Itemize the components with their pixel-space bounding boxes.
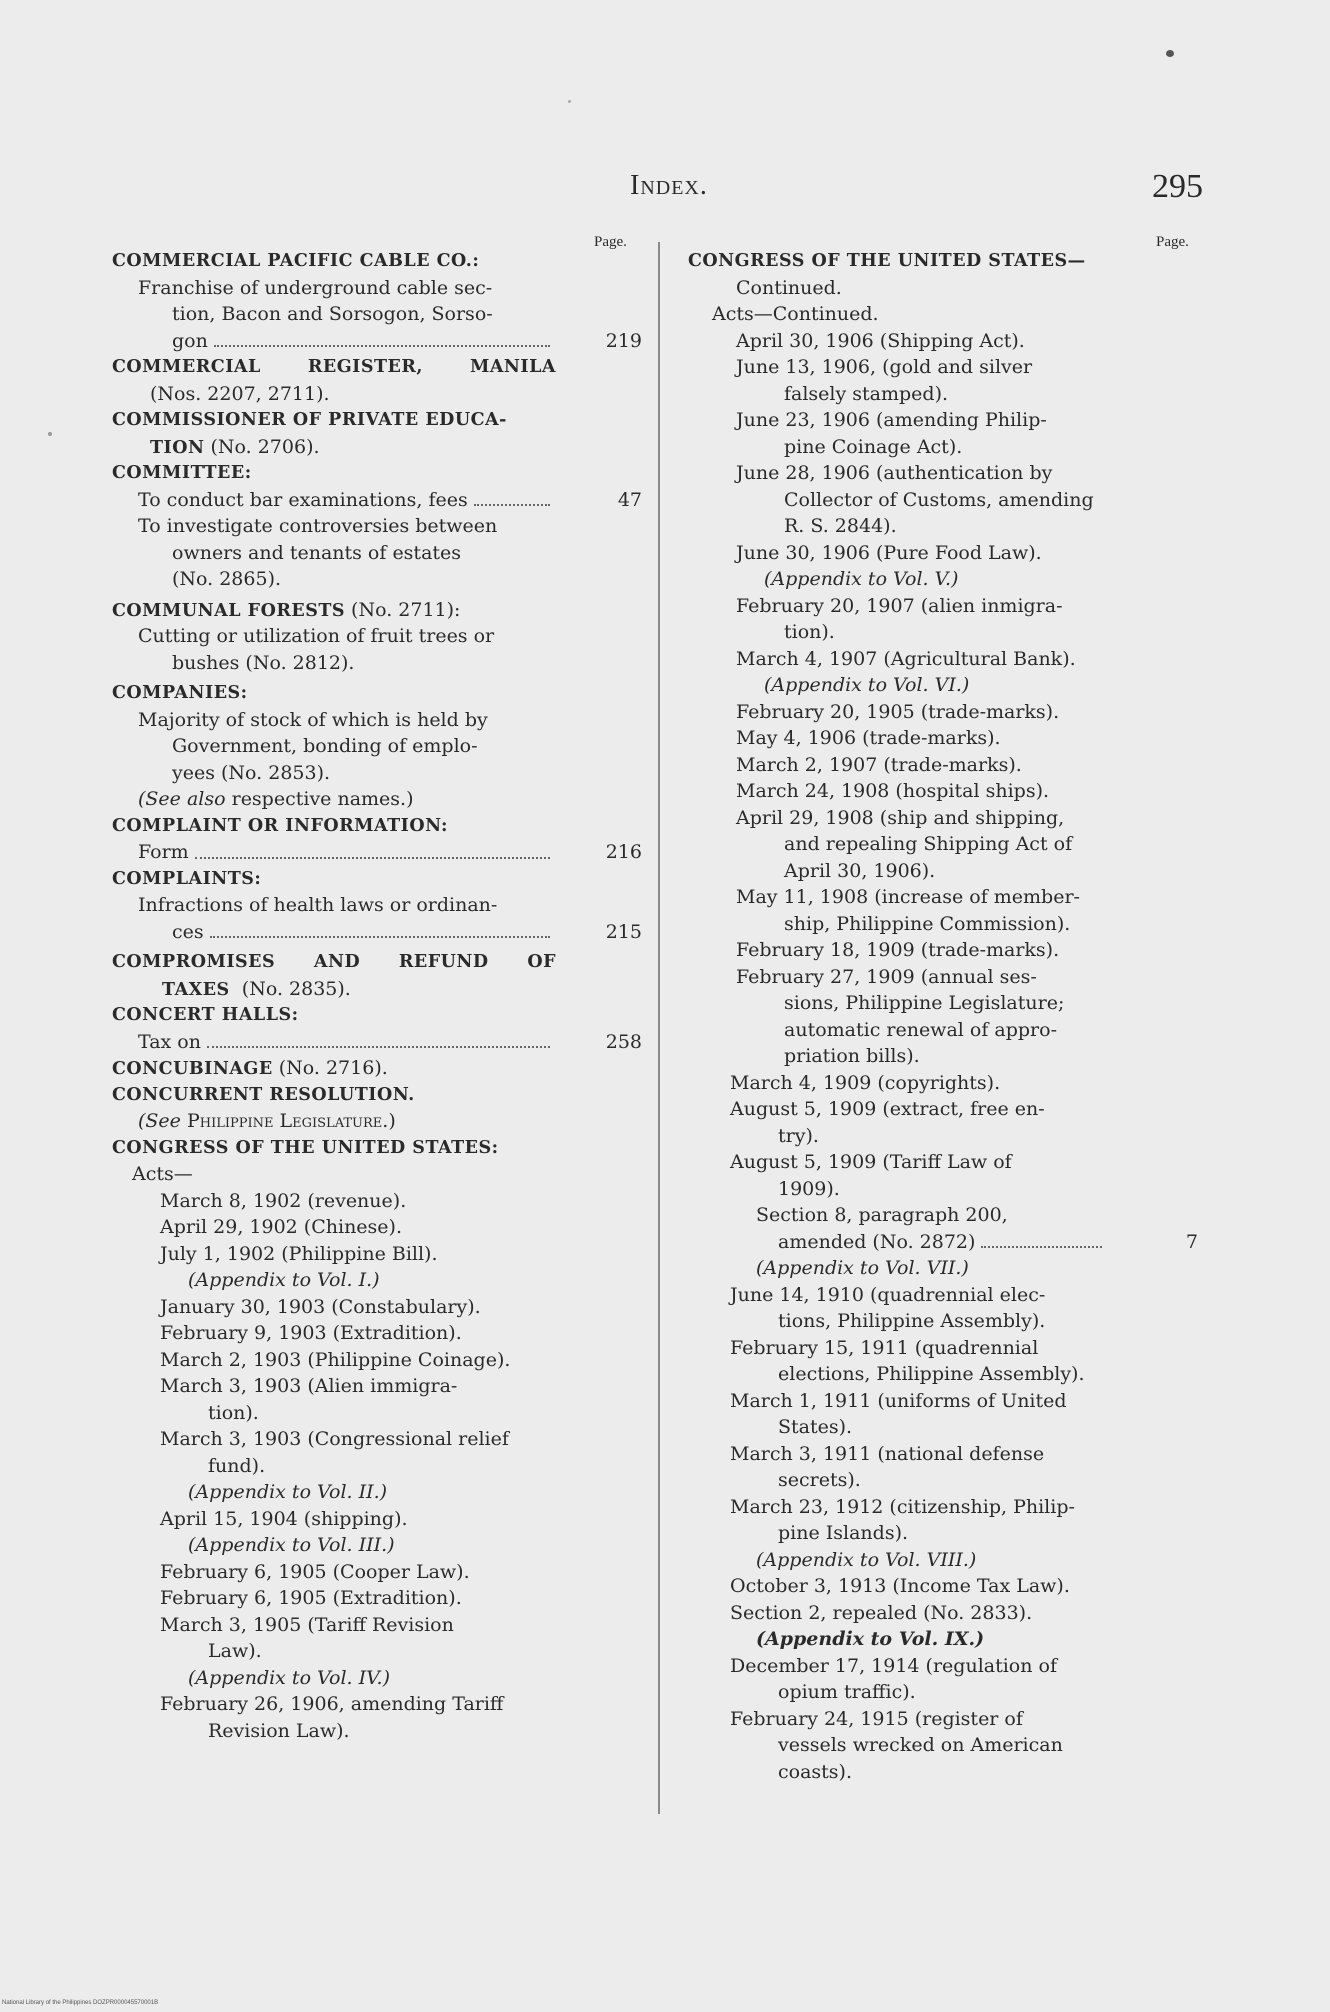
index-entry: yees (No. 2853).: [172, 761, 331, 784]
index-entry: February 15, 1911 (quadrennial: [730, 1336, 1039, 1359]
index-entry: Majority of stock of which is held by: [138, 708, 488, 731]
index-entry: August 5, 1909 (extract, free en-: [730, 1098, 1045, 1120]
index-heading: CONCURRENT RESOLUTION.: [112, 1084, 415, 1105]
index-entry: June 13, 1906, (gold and silver: [736, 356, 1033, 378]
entry-text: (No. 2711):: [351, 598, 461, 621]
heading-word: TAXES: [162, 979, 230, 1000]
appendix-note: (Appendix to Vol. VI.): [764, 674, 970, 696]
index-heading: COMPLAINTS:: [112, 868, 262, 889]
index-entry: [112, 839, 642, 866]
leader-dots: [214, 345, 550, 347]
index-entry: February 6, 1905 (Cooper Law).: [160, 1560, 470, 1583]
index-heading: CONGRESS OF THE UNITED STATES:: [112, 1137, 499, 1158]
index-entry: Acts—: [132, 1163, 193, 1185]
heading-word: REFUND: [398, 952, 489, 972]
index-entry: Continued.: [736, 276, 842, 299]
index-heading: [112, 976, 572, 1003]
index-entry: States).: [778, 1416, 853, 1438]
index-entry: April 29, 1902 (Chinese).: [160, 1216, 402, 1238]
index-heading: CONGRESS OF THE UNITED STATES—: [688, 251, 1086, 271]
index-entry: December 17, 1914 (regulation of: [730, 1654, 1057, 1677]
heading-word: REGISTER,: [307, 357, 423, 377]
index-entry: Collector of Customs, amending: [784, 488, 1094, 511]
index-entry: To investigate controversies between: [138, 515, 498, 537]
index-entry: May 4, 1906 (trade-marks).: [736, 727, 1001, 749]
appendix-note: (Appendix to Vol. II.): [188, 1481, 388, 1503]
leader-dots: [474, 504, 550, 506]
index-entry: coasts).: [778, 1760, 852, 1783]
index-entry: March 4, 1909 (copyrights).: [730, 1071, 1001, 1094]
index-entry: pine Islands).: [778, 1522, 909, 1544]
entry-text: amended (No. 2872): [778, 1230, 976, 1253]
see-also-note: [112, 786, 572, 813]
index-entry: automatic renewal of appro-: [784, 1018, 1057, 1041]
heading-word: OF: [527, 952, 556, 972]
index-entry: March 23, 1912 (citizenship, Philip-: [730, 1495, 1075, 1518]
index-entry: Government, bonding of emplo-: [172, 735, 478, 757]
index-entry: March 3, 1903 (Alien immigra-: [160, 1375, 458, 1397]
entry-text: (See: [138, 1110, 181, 1132]
entry-text: Form: [138, 841, 189, 863]
index-entry: [688, 1229, 1198, 1256]
index-entry: June 30, 1906 (Pure Food Law).: [736, 541, 1042, 564]
scan-speck: [568, 100, 571, 103]
index-entry: February 20, 1905 (trade-marks).: [736, 700, 1060, 723]
appendix-note: (Appendix to Vol. VII.): [756, 1257, 969, 1279]
index-entry: February 26, 1906, amending Tariff: [160, 1693, 504, 1715]
index-entry: Acts—Continued.: [712, 303, 879, 325]
index-heading: [112, 434, 572, 461]
index-entry: R. S. 2844).: [784, 515, 897, 537]
appendix-note: (Appendix to Vol. IX.): [756, 1628, 985, 1650]
index-entry: [112, 1029, 642, 1056]
appendix-note: (Appendix to Vol. I.): [188, 1269, 380, 1291]
heading-word: MANILA: [469, 357, 556, 377]
index-entry: tion, Bacon and Sorsogon, Sorso-: [172, 303, 493, 325]
see-also-note: [112, 1108, 572, 1135]
column-divider: [658, 242, 660, 1814]
index-column-right: [688, 248, 1198, 1785]
entry-text: (No. 2716).: [278, 1057, 388, 1079]
running-title: Index.: [630, 170, 708, 201]
heading-word: AND: [313, 952, 361, 972]
index-entry: March 1, 1911 (uniforms of United: [730, 1389, 1067, 1412]
page-ref: 219: [605, 329, 642, 352]
index-entry: [112, 487, 642, 514]
heading-word: COMPROMISES: [112, 952, 276, 972]
entry-text: To conduct bar examinations, fees: [138, 488, 468, 511]
index-entry: tion).: [784, 621, 835, 643]
index-entry: March 3, 1911 (national defense: [730, 1442, 1045, 1465]
index-entry: fund).: [208, 1454, 266, 1477]
index-heading: COMPLAINT OR INFORMATION:: [112, 815, 448, 836]
scan-credit: National Library of the Philippines DOZPR000045570001B: [2, 2000, 159, 2006]
index-entry: February 20, 1907 (alien inmigra-: [736, 594, 1063, 617]
heading-word: COMMUNAL FORESTS: [112, 600, 345, 621]
appendix-note: (Appendix to Vol. V.): [764, 568, 959, 590]
index-entry: secrets).: [778, 1469, 861, 1491]
index-entry: Infractions of health laws or ordinan-: [138, 894, 498, 916]
index-heading: COMMISSIONER OF PRIVATE EDUCA-: [112, 410, 507, 430]
index-heading: COMMITTEE:: [112, 463, 252, 483]
index-entry: February 6, 1905 (Extradition).: [160, 1587, 462, 1609]
page-ref: 258: [605, 1030, 642, 1053]
appendix-note: (Appendix to Vol. IV.): [188, 1666, 390, 1689]
page-number: 295: [1152, 168, 1203, 205]
index-entry: [112, 919, 642, 946]
index-entry: (Nos. 2207, 2711).: [150, 382, 330, 405]
leader-dots: [207, 1046, 550, 1048]
index-entry: March 8, 1902 (revenue).: [160, 1189, 407, 1212]
index-entry: Cutting or utilization of fruit trees or: [138, 625, 495, 647]
index-entry: Section 2, repealed (No. 2833).: [730, 1601, 1033, 1624]
index-column-left: [112, 248, 642, 1744]
index-entry: March 2, 1907 (trade-marks).: [736, 753, 1022, 776]
index-entry: 1909).: [778, 1177, 840, 1200]
index-entry: July 1, 1902 (Philippine Bill).: [160, 1242, 438, 1265]
page-ref: 215: [605, 920, 642, 943]
heading-word: COMMERCIAL: [112, 357, 261, 377]
index-entry: opium traffic).: [778, 1681, 916, 1703]
index-entry: ship, Philippine Commission).: [784, 912, 1071, 935]
index-entry: owners and tenants of estates: [172, 541, 462, 564]
index-entry: Section 8, paragraph 200,: [756, 1204, 1008, 1226]
index-entry: February 9, 1903 (Extradition).: [160, 1322, 462, 1344]
entry-text: (See also: [138, 788, 226, 810]
index-entry: January 30, 1903 (Constabulary).: [160, 1295, 481, 1318]
index-entry: February 18, 1909 (trade-marks).: [736, 939, 1060, 961]
index-entry: Law).: [208, 1640, 262, 1662]
index-entry: bushes (No. 2812).: [172, 651, 355, 674]
index-entry: elections, Philippine Assembly).: [778, 1363, 1085, 1385]
index-heading: COMPANIES:: [112, 683, 248, 703]
heading-word: TION: [150, 437, 205, 458]
index-entry: April 30, 1906 (Shipping Act).: [736, 329, 1025, 352]
index-entry: March 2, 1903 (Philippine Coinage).: [160, 1348, 511, 1371]
index-heading: [112, 949, 556, 976]
index-entry: falsely stamped).: [784, 382, 949, 405]
index-heading: COMMERCIAL PACIFIC CABLE CO.:: [112, 251, 480, 271]
index-entry: try).: [778, 1124, 819, 1147]
entry-text: Tax on: [138, 1030, 201, 1053]
entry-text: gon: [172, 329, 208, 352]
page-column-label-right: Page.: [1156, 234, 1189, 250]
leader-dots: [981, 1246, 1102, 1248]
index-entry: March 24, 1908 (hospital ships).: [736, 780, 1050, 802]
leader-dots: [195, 857, 550, 859]
index-entry: June 28, 1906 (authentication by: [736, 462, 1053, 484]
page-ref: 47: [617, 488, 642, 511]
entry-text: (No. 2835).: [241, 977, 351, 1000]
index-entry: Franchise of underground cable sec-: [138, 276, 493, 299]
index-entry: tions, Philippine Assembly).: [778, 1310, 1046, 1332]
index-entry: August 5, 1909 (Tariff Law of: [730, 1151, 1012, 1173]
appendix-note: (Appendix to Vol. VIII.): [756, 1548, 977, 1571]
index-entry: June 23, 1906 (amending Philip-: [736, 409, 1047, 431]
index-entry: April 15, 1904 (shipping).: [160, 1507, 408, 1530]
index-entry: and repealing Shipping Act of: [784, 833, 1073, 855]
leader-dots: [210, 936, 550, 938]
page-column-label-left: Page.: [594, 234, 627, 250]
index-entry: February 24, 1915 (register of: [730, 1707, 1023, 1730]
index-heading: [112, 354, 556, 381]
index-entry: priation bills).: [784, 1045, 920, 1067]
index-entry: vessels wrecked on American: [778, 1734, 1063, 1756]
index-entry: pine Coinage Act).: [784, 435, 963, 458]
entry-text: ces: [172, 920, 204, 943]
index-entry: sions, Philippine Legislature;: [784, 992, 1065, 1014]
index-entry: (No. 2865).: [172, 568, 282, 590]
index-entry: April 29, 1908 (ship and shipping,: [736, 806, 1065, 829]
index-heading: CONCERT HALLS:: [112, 1005, 299, 1025]
index-entry: March 3, 1903 (Congressional relief: [160, 1428, 509, 1450]
page-ref: 216: [605, 841, 642, 863]
page-ref: 7: [1185, 1230, 1198, 1253]
entry-text: Philippine Legislature.): [186, 1110, 396, 1132]
index-heading: [112, 597, 572, 624]
index-entry: March 3, 1905 (Tariff Revision: [160, 1613, 454, 1636]
index-entry: tion).: [208, 1401, 259, 1424]
index-entry: April 30, 1906).: [784, 859, 936, 882]
index-entry: February 27, 1909 (annual ses-: [736, 965, 1037, 988]
index-entry: [112, 328, 642, 355]
index-entry: October 3, 1913 (Income Tax Law).: [730, 1575, 1070, 1597]
entry-text: respective names.): [231, 788, 414, 810]
index-entry: Revision Law).: [208, 1719, 350, 1742]
scan-speck: [48, 432, 52, 436]
index-entry: May 11, 1908 (increase of member-: [736, 886, 1080, 908]
scan-speck: [1166, 50, 1174, 57]
appendix-note: (Appendix to Vol. III.): [188, 1534, 395, 1556]
heading-word: CONCUBINAGE: [112, 1059, 273, 1079]
index-entry: March 4, 1907 (Agricultural Bank).: [736, 647, 1076, 670]
entry-text: (No. 2706).: [210, 435, 320, 458]
index-entry: June 14, 1910 (quadrennial elec-: [730, 1283, 1046, 1306]
index-heading: [112, 1055, 572, 1082]
